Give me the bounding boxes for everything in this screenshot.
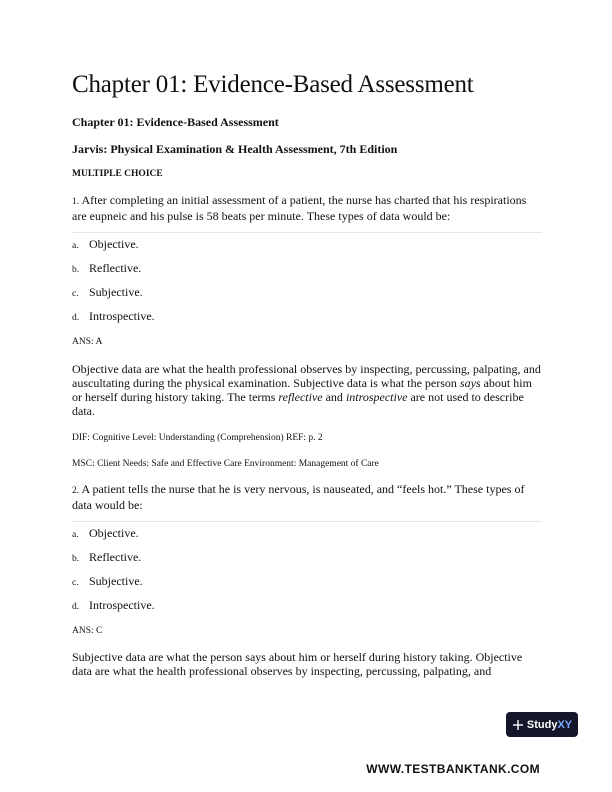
rationale-text: about him or herself during history taking. The terms [72,376,532,404]
option-text: Subjective. [89,285,143,299]
option-letter: d. [72,602,80,612]
plus-icon [512,719,524,731]
rationale [72,362,542,418]
rationale-emphasis: says [459,376,481,390]
option-text: Reflective. [89,550,142,564]
option-letter: c. [72,289,79,299]
rationale-emphasis: reflective [278,390,323,404]
option-c [72,574,542,598]
option-text: Subjective. [89,574,143,588]
client-needs: MSC: Client Needs: Safe and Effective Care Environment: Management of Care [72,459,379,469]
question-2-stem [72,482,542,512]
question-2-options [72,526,542,622]
divider [72,232,542,233]
rationale-text: are not used to describe data. [72,390,524,418]
studyxy-logo: StudyXY [526,718,573,731]
question-number: 1. [72,197,80,207]
rationale: Subjective data are what the person says about him or herself during history taking. Objective data are what the health professional observes by inspecting, percussing, palpating, and [72,650,523,678]
footer-url[interactable]: WWW.TESTBANKTANK.COM [366,762,540,776]
option-letter: c. [72,578,79,588]
option-b [72,550,542,574]
question-1-stem [72,193,542,223]
answer-key: ANS: C [72,626,103,636]
question-text: A patient tells the nurse that he is very nervous, is nauseated, and “feels hot.” These types of data would be: [72,482,525,512]
option-letter: a. [72,530,79,540]
chapter-heading: Chapter 01: Evidence-Based Assessment [72,115,279,129]
option-letter: d. [72,313,80,323]
option-d [72,598,542,622]
option-b [72,261,542,285]
page-title: Chapter 01: Evidence-Based Assessment [72,71,474,98]
option-a [72,526,542,550]
option-c [72,285,542,309]
option-letter: b. [72,265,80,275]
option-a [72,237,542,261]
option-text: Reflective. [89,261,142,275]
option-text: Introspective. [89,598,155,612]
option-letter: b. [72,554,80,564]
option-text: Introspective. [89,309,155,323]
option-d [72,309,542,333]
question-text: After completing an initial assessment of a patient, the nurse has charted that his respirations are eupneic and his pulse is 58 beats per minute. These types of data would be: [72,193,527,223]
option-text: Objective. [89,237,139,251]
answer-key: ANS: A [72,337,103,347]
book-heading: Jarvis: Physical Examination & Health Assessment, 7th Edition [72,142,398,156]
question-1-options [72,237,542,333]
option-letter: a. [72,241,79,251]
document-content [72,70,542,678]
divider [72,521,542,522]
section-label: MULTIPLE CHOICE [72,169,163,179]
studyxy-badge[interactable] [506,712,578,737]
option-text: Objective. [89,526,139,540]
rationale-text: Objective data are what the health professional observes by inspecting, percussing, palpating, and auscultating during the physical examination. Subjective data is what the person [72,362,541,390]
difficulty-ref: DIF: Cognitive Level: Understanding (Comprehension) REF: p. 2 [72,433,323,443]
rationale-text: and [322,390,346,404]
question-number: 2. [72,486,80,496]
rationale-emphasis: introspective [345,390,408,404]
